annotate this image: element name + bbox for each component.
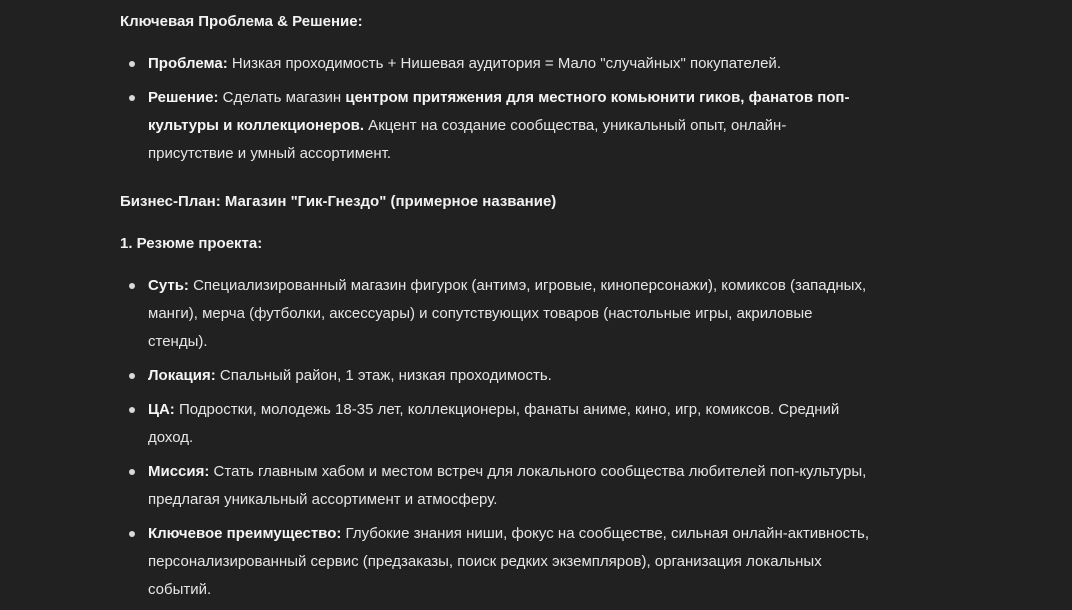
- bullet-icon: [129, 407, 135, 413]
- bullet-icon: [129, 283, 135, 289]
- body-text: Акцент на создание сообщества, уникальный опыт, онлайн-присутствие и умный ассортимент.: [148, 117, 787, 162]
- bullet-icon: [129, 531, 135, 537]
- bullet-icon: [129, 469, 135, 475]
- problem-solution-list: [120, 50, 870, 168]
- bold-text: Локация:: [148, 367, 216, 384]
- bold-text: ЦА:: [148, 401, 175, 418]
- bold-text: Ключевое преимущество:: [148, 525, 342, 542]
- bold-text: центром притяжения для местного комьюнити гиков, фанатов поп-культуры и коллекционеров.: [148, 89, 850, 134]
- list-item: [120, 362, 870, 390]
- list-item: [120, 396, 870, 452]
- bullet-icon: [129, 373, 135, 379]
- heading-problem-solution: Ключевая Проблема & Решение:: [120, 13, 363, 30]
- body-text: Глубокие знания ниши, фокус на сообществе, сильная онлайн-активность, персонализированный сервис (предзаказы, поиск редких экземпляров), организация локальных событий.: [148, 525, 870, 598]
- list-item: [120, 520, 870, 604]
- project-summary-list: [120, 272, 870, 604]
- body-text: Низкая проходимость + Нишевая аудитория = Мало "случайных" покупателей.: [227, 55, 781, 72]
- heading-business-plan: Бизнес-План: Магазин "Гик-Гнездо" (примерное название): [120, 193, 557, 210]
- body-text: Подростки, молодежь 18-35 лет, коллекционеры, фанаты аниме, кино, игр, комиксов. Средний доход.: [148, 401, 840, 446]
- chat-message-content: [120, 8, 870, 610]
- body-text: Сделать магазин: [218, 89, 346, 106]
- bullet-icon: [129, 61, 135, 67]
- bullet-icon: [129, 95, 135, 101]
- body-text: Специализированный магазин фигурок (антимэ, игровые, киноперсонажи), комиксов (западных, манги), мерча (футболки, аксессуары) и сопутствующих товаров (настольные игры, акриловые стенды).: [148, 277, 867, 350]
- body-text: Спальный район, 1 этаж, низкая проходимость.: [215, 367, 552, 384]
- bold-text: Решение:: [148, 89, 219, 106]
- list-item: [120, 458, 870, 514]
- bold-text: Суть:: [148, 277, 189, 294]
- list-item: [120, 84, 870, 168]
- heading-project-summary: 1. Резюме проекта:: [120, 235, 263, 252]
- bold-text: Миссия:: [148, 463, 210, 480]
- body-text: Стать главным хабом и местом встреч для локального сообщества любителей поп-культуры, предлагая уникальный ассортимент и атмосферу.: [148, 463, 867, 508]
- list-item: [120, 272, 870, 356]
- list-item: [120, 50, 870, 78]
- bold-text: Проблема:: [148, 55, 228, 72]
